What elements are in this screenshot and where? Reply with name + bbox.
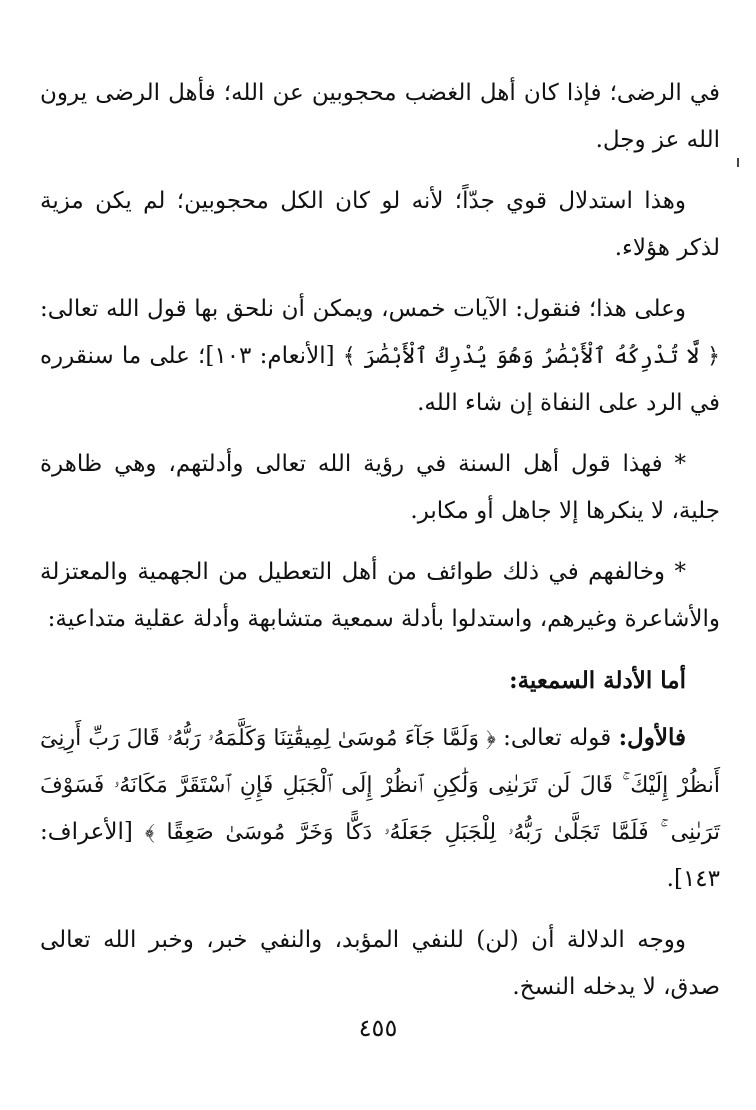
paragraph-3-before: وعلى هذا؛ فنقول: الآيات خمس، ويمكن أن نلحق بها قول الله تعالى:: [40, 296, 686, 322]
last-paragraph: [40, 917, 720, 1011]
last-paragraph-text: ووجه الدلالة أن (لن) للنفي المؤبد، والنفي خبر، وخبر الله تعالى صدق، لا يدخله النسخ.: [40, 927, 720, 1000]
paragraph-2: [40, 178, 720, 272]
quran-verse-araf: ﴿ وَلَمَّا جَآءَ مُوسَىٰ لِمِيقَٰتِنَا وَكَلَّمَهُۥ رَبُّهُۥ قَالَ رَبِّ أَرِنِىٓ أَنظُرْ إِلَيْكَ ۚ قَالَ لَن تَرَىٰنِى وَلَٰكِنِ ٱنظُرْ إِلَى ٱلْجَبَلِ فَإِنِ ٱسْتَقَرَّ مَكَانَهُۥ فَسَوْفَ تَرَىٰنِى ۚ فَلَمَّا تَجَلَّىٰ رَبُّهُۥ لِلْجَبَلِ جَعَلَهُۥ دَكًّا وَخَرَّ مُوسَىٰ صَعِقًا ﴾: [40, 726, 721, 845]
section-heading: أما الأدلة السمعية:: [509, 667, 686, 694]
paragraph-4: [40, 441, 720, 535]
quran-verse-anam: ﴿ لَّا تُدْرِكُهُ ٱلْأَبْصَٰرُ وَهُوَ يُدْرِكُ ٱلْأَبْصَٰرَ ﴾: [342, 344, 720, 369]
margin-mark: [737, 158, 739, 167]
first-evidence-ref: [الأعراف: ١٤٣].: [40, 819, 720, 892]
paragraph-1-text: في الرضى؛ فإذا كان أهل الغضب محجوبين عن الله؛ فأهل الرضى يرون الله عز وجل.: [40, 80, 720, 153]
first-evidence-lead: فالأول:: [618, 724, 686, 751]
paragraph-1: [40, 70, 720, 164]
first-evidence-paragraph: [40, 714, 720, 903]
paragraph-4-text: * فهذا قول أهل السنة في رؤية الله تعالى وأدلتهم، وهي ظاهرة جلية، لا ينكرها إلا جاهل أو مكابر.: [40, 451, 720, 524]
paragraph-3: [40, 286, 720, 427]
paragraph-3-after: [الأنعام: ١٠٣]؛ على ما سنقرره في الرد على النفاة إن شاء الله.: [40, 343, 720, 416]
page-body: [40, 70, 720, 1070]
page-number: ٤٥٥: [358, 1014, 398, 1042]
first-evidence-intro: قوله تعالى:: [495, 725, 619, 751]
paragraph-5: [40, 549, 720, 643]
paragraph-5-text: * وخالفهم في ذلك طوائف من أهل التعطيل من الجهمية والمعتزلة والأشاعرة وغيرهم، واستدلوا بأدلة سمعية متشابهة وأدلة عقلية متداعية:: [40, 559, 720, 632]
paragraph-2-text: وهذا استدلال قوي جدّاً؛ لأنه لو كان الكل محجوبين؛ لم يكن مزية لذكر هؤلاء.: [40, 188, 720, 261]
